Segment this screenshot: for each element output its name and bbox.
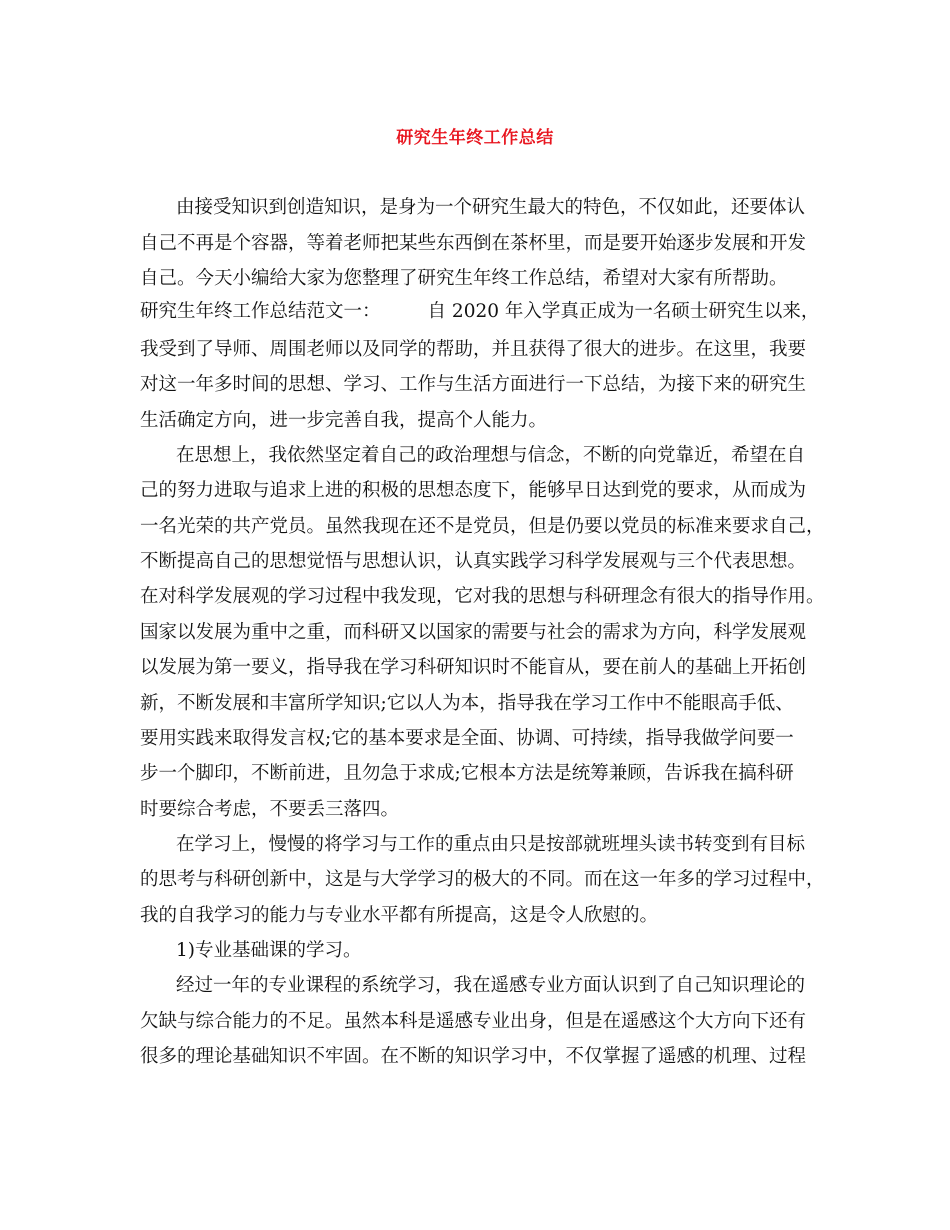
body-line: 我的自我学习的能力与专业水平都有所提高，这是令人欣慰的。 bbox=[140, 905, 659, 926]
body-line: 自己不再是个容器，等着老师把某些东西倒在茶杯里，而是要开始逐步发展和开发 bbox=[140, 233, 807, 254]
body-line: 不断提高自己的思想觉悟与思想认识，认真实践学习科学发展观与三个代表思想。 bbox=[140, 551, 807, 572]
body-line: 以发展为第一要义，指导我在学习科研知识时不能盲从，要在前人的基础上开拓创 bbox=[140, 657, 807, 678]
body-line: 在思想上，我依然坚定着自己的政治理想与信念，不断的向党靠近，希望在自 bbox=[176, 445, 806, 466]
body-line: 步一个脚印，不断前进，且勿急于求成;它根本方法是统筹兼顾，告诉我在搞科研 bbox=[140, 763, 794, 784]
body-line: 由接受知识到创造知识，是身为一个研究生最大的特色，不仅如此，还要体认 bbox=[176, 197, 806, 218]
body-line: 时要综合考虑，不要丢三落四。 bbox=[140, 799, 400, 820]
body-line: 在对科学发展观的学习过程中我发现，它对我的思想与科研理念有很大的指导作用。 bbox=[140, 586, 825, 607]
body-line: 对这一年多时间的思想、学习、工作与生活方面进行一下总结，为接下来的研究生 bbox=[140, 374, 807, 395]
body-line: 自己。今天小编给大家为您整理了研究生年终工作总结，希望对大家有所帮助。 bbox=[140, 268, 788, 289]
body-line: 一名光荣的共产党员。虽然我现在还不是党员，但是仍要以党员的标准来要求自己， bbox=[140, 516, 825, 537]
document-title: 研究生年终工作总结 bbox=[396, 128, 554, 148]
body-line: 欠缺与综合能力的不足。虽然本科是遥感专业出身，但是在遥感这个大方向下还有 bbox=[140, 1011, 807, 1032]
body-line: 新，不断发展和丰富所学知识;它以人为本，指导我在学习工作中不能眼高手低、 bbox=[140, 693, 794, 714]
body-line: 在学习上，慢慢的将学习与工作的重点由只是按部就班埋头读书转变到有目标 bbox=[176, 834, 806, 855]
body-line: 生活确定方向，进一步完善自我，提高个人能力。 bbox=[140, 410, 548, 431]
body-line: 要用实践来取得发言权;它的基本要求是全面、协调、可持续，指导我做学问要一 bbox=[140, 728, 794, 749]
body-line: 经过一年的专业课程的系统学习，我在遥感专业方面认识到了自己知识理论的 bbox=[176, 975, 806, 996]
body-line: 很多的理论基础知识不牢固。在不断的知识学习中，不仅掌握了遥感的机理、过程 bbox=[140, 1046, 807, 1067]
body-line: 己的努力进取与追求上进的积极的思想态度下，能够早日达到党的要求，从而成为 bbox=[140, 480, 807, 501]
body-line: 我受到了导师、周围老师以及同学的帮助，并且获得了很大的进步。在这里，我要 bbox=[140, 339, 807, 360]
body-line: 研究生年终工作总结范文一： 自 2020 年入学真正成为一名硕士研究生以来， bbox=[140, 301, 820, 322]
body-line: 的思考与科研创新中，这是与大学学习的极大的不同。而在这一年多的学习过程中， bbox=[140, 869, 825, 890]
body-line: 1)专业基础课的学习。 bbox=[176, 940, 362, 961]
body-line: 国家以发展为重中之重，而科研又以国家的需要与社会的需求为方向，科学发展观 bbox=[140, 622, 807, 643]
